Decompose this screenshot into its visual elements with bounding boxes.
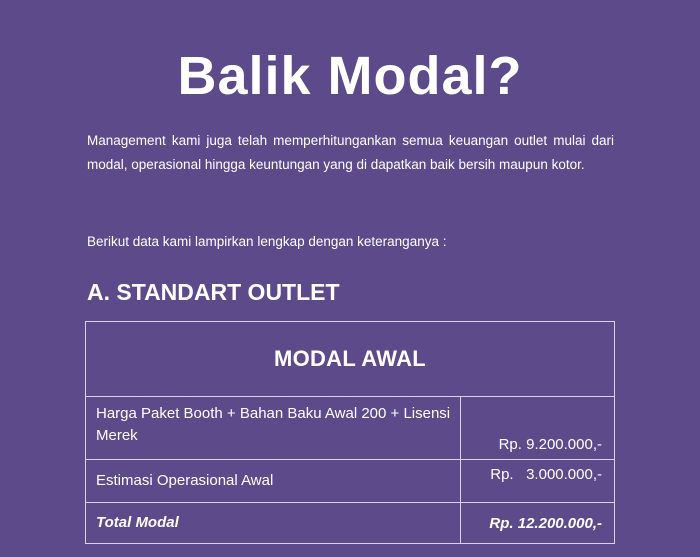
table-header: MODAL AWAL (86, 322, 615, 397)
intro-paragraph: Management kami juga telah memperhitungankan semua keuangan outlet mulai dari modal, operasional hingga keuntungan yang di dapatkan baik bersih maupun kotor. (87, 133, 614, 172)
note-paragraph: Berikut data kami lampirkan lengkap dengan keteranganya : (87, 234, 447, 249)
total-label: Total Modal (86, 503, 461, 544)
modal-table (85, 321, 615, 544)
table-header-row (86, 322, 615, 397)
section-heading: A. STANDART OUTLET (87, 279, 340, 305)
table-row (86, 460, 615, 503)
page-title: Balik Modal? (177, 46, 523, 106)
row-amount: Rp. 3.000.000,- (461, 460, 615, 503)
total-row (86, 503, 615, 544)
row-amount: Rp. 9.200.000,- (461, 397, 615, 460)
total-amount: Rp. 12.200.000,- (461, 503, 615, 544)
table-row (86, 397, 615, 460)
row-label: Estimasi Operasional Awal (86, 460, 461, 503)
row-label: Harga Paket Booth + Bahan Baku Awal 200 + Lisensi Merek (86, 397, 461, 460)
